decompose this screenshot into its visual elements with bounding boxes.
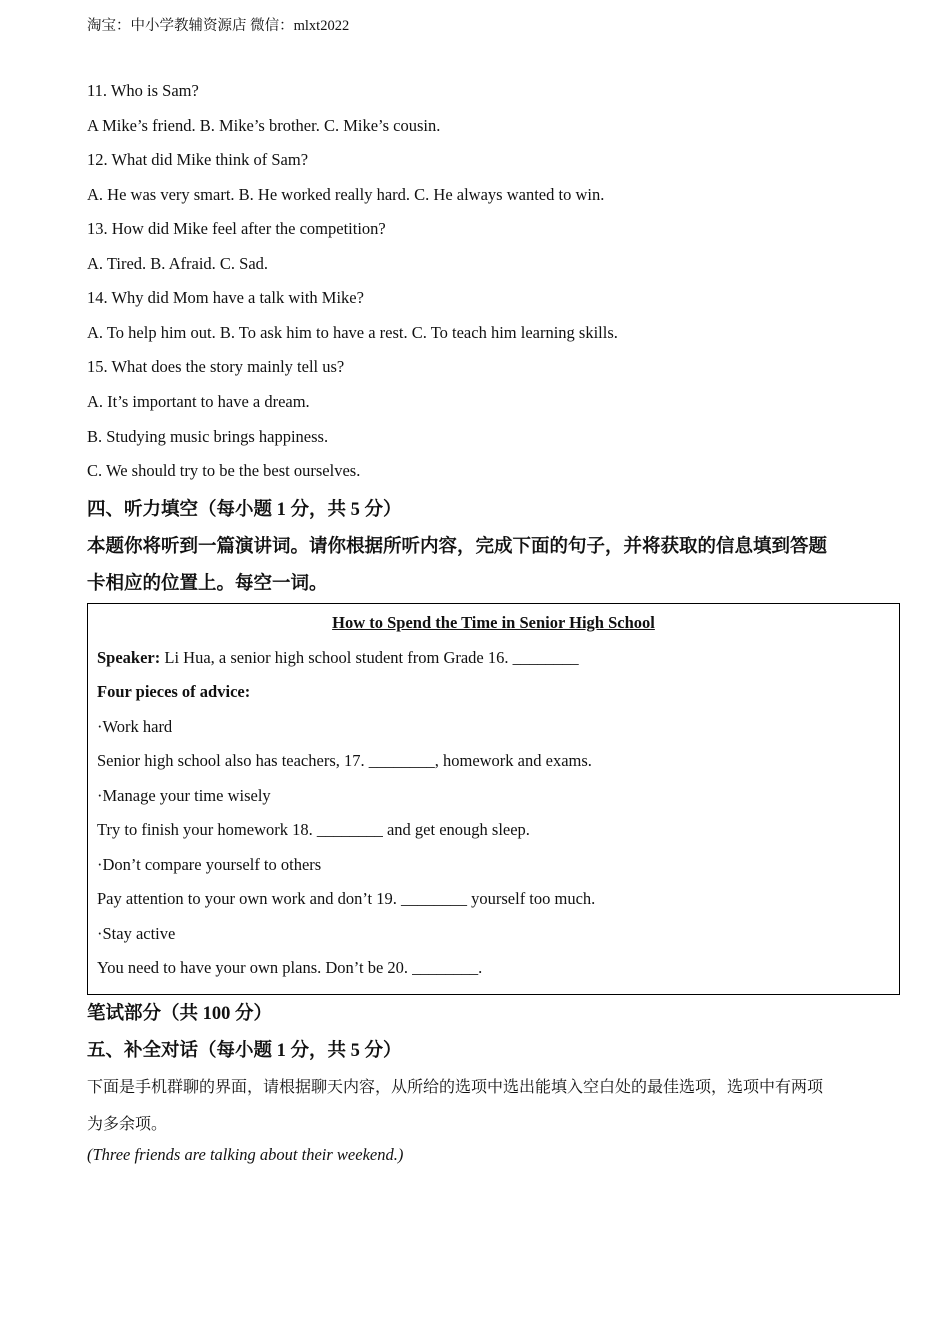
advice-detail: Senior high school also has teachers, 17. ________, homework and exams. [97, 751, 592, 770]
question-14-options: A. To help him out. B. To ask him to have a rest. C. To teach him learning skills. [87, 323, 618, 342]
section-4-instructions-line-1: 本题你将听到一篇演讲词。请你根据所听内容，完成下面的句子，并将获取的信息填到答题 [87, 537, 828, 557]
section-4-heading: 四、听力填空（每小题 1 分，共 5 分） [87, 500, 402, 520]
advice-item: ·Don’t compare yourself to others [97, 855, 322, 874]
question-15: 15. What does the story mainly tell us? [87, 357, 345, 376]
box-title: How to Spend the Time in Senior High School [332, 613, 655, 632]
written-part-heading: 笔试部分（共 100 分） [87, 1004, 273, 1024]
advice-item: ·Stay active [97, 924, 176, 943]
question-11: 11. Who is Sam? [87, 81, 199, 100]
section-5-instructions-line-2: 为多余项。 [87, 1116, 168, 1133]
speaker-text: Li Hua, a senior high school student from Grade 16. ________ [160, 648, 579, 667]
question-11-options: A Mike’s friend. B. Mike’s brother. C. Mike’s cousin. [87, 116, 441, 135]
advice-detail: Pay attention to your own work and don’t 19. ________ yourself too much. [97, 889, 596, 908]
question-13: 13. How did Mike feel after the competition? [87, 219, 386, 238]
section-5-heading: 五、补全对话（每小题 1 分，共 5 分） [87, 1041, 402, 1061]
question-15-option-a: A. It’s important to have a dream. [87, 392, 310, 411]
advice-detail: Try to finish your homework 18. ________ and get enough sleep. [97, 820, 530, 839]
question-12-options: A. He was very smart. B. He worked really hard. C. He always wanted to win. [87, 185, 605, 204]
question-15-option-b: B. Studying music brings happiness. [87, 427, 329, 446]
dialogue-context: (Three friends are talking about their weekend.) [87, 1145, 404, 1164]
question-12: 12. What did Mike think of Sam? [87, 150, 309, 169]
listening-fill-box [87, 603, 900, 995]
advice-item: ·Manage your time wisely [97, 786, 271, 805]
question-14: 14. Why did Mom have a talk with Mike? [87, 288, 364, 307]
question-13-options: A. Tired. B. Afraid. C. Sad. [87, 254, 269, 273]
section-4-instructions-line-2: 卡相应的位置上。每空一词。 [87, 574, 328, 594]
speaker-label: Speaker: [97, 648, 161, 667]
question-15-option-c: C. We should try to be the best ourselves. [87, 461, 361, 480]
advice-detail: You need to have your own plans. Don’t be 20. ________. [97, 958, 483, 977]
advice-heading: Four pieces of advice: [97, 682, 251, 701]
speaker-line [97, 648, 579, 668]
advice-item: ·Work hard [97, 717, 173, 736]
section-5-instructions-line-1: 下面是手机群聊的界面，请根据聊天内容，从所给的选项中选出能填入空白处的最佳选项，选项中有两项 [87, 1079, 824, 1096]
page-header: 淘宝：中小学教辅资源店 微信：mlxt2022 [87, 18, 350, 34]
